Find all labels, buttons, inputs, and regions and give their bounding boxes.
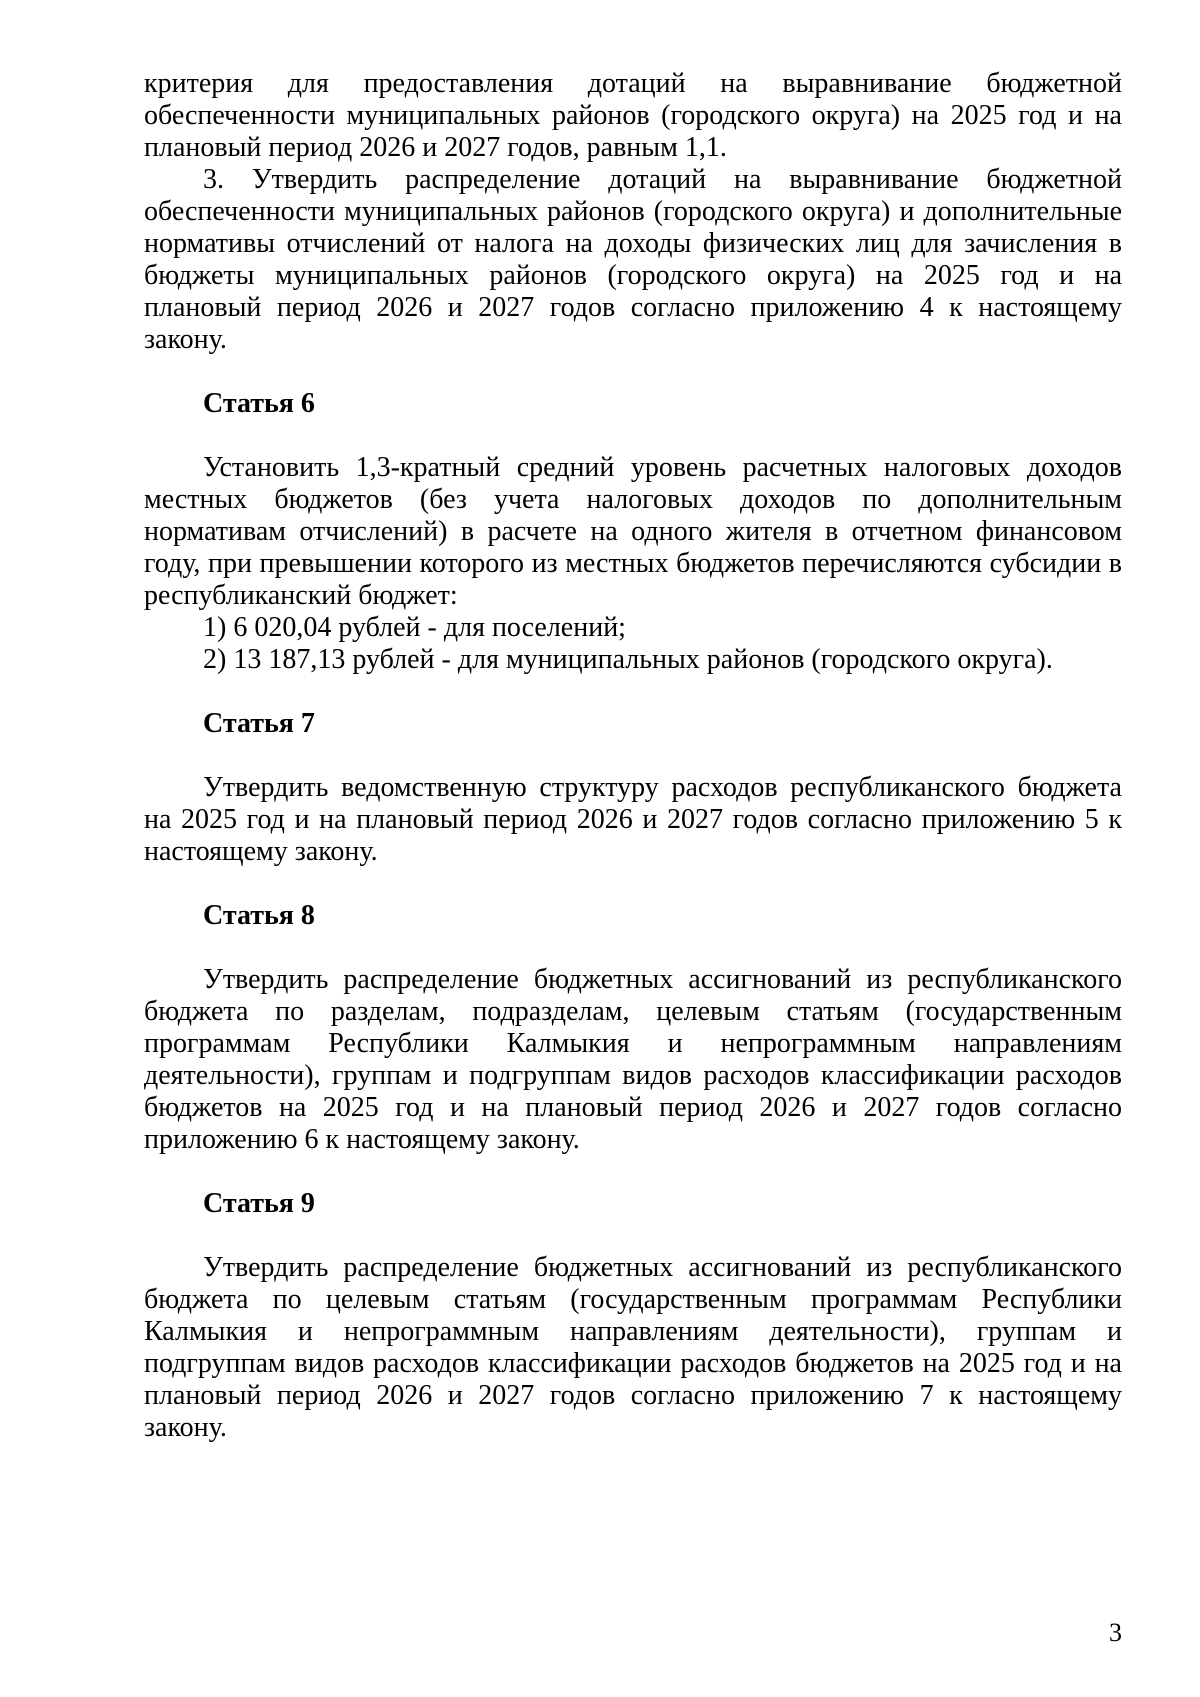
page-number: 3 xyxy=(1109,1618,1122,1647)
article-heading: Статья 7 xyxy=(203,708,315,739)
article-text: Утвердить распределение бюджетных ассигнований из республиканского бюджета по целевым статьям (государственным программам Республики Калмыкия и непрограммным направлениям деятельности), группам и подгруппам видов расходов классификации расходов бюджетов на 2025 год и на плановый период 2026 и 2027 годов согласно приложению 7 к настоящему закону. xyxy=(144,1252,1122,1443)
article-heading: Статья 9 xyxy=(203,1188,315,1219)
paragraph-continuation: критерия для предоставления дотаций на выравнивание бюджетной обеспеченности муниципальных районов (городского округа) на 2025 год и на плановый период 2026 и 2027 годов, равным 1,1. xyxy=(144,68,1122,163)
article-8 xyxy=(144,900,1122,1156)
document-page xyxy=(144,68,1122,1444)
article-6 xyxy=(144,388,1122,676)
list-item: 2) 13 187,13 рублей - для муниципальных районов (городского округа). xyxy=(203,644,1053,675)
article-text: Утвердить ведомственную структуру расходов республиканского бюджета на 2025 год и на плановый период 2026 и 2027 годов согласно приложению 5 к настоящему закону. xyxy=(144,772,1122,867)
article-7 xyxy=(144,708,1122,868)
list-item: 1) 6 020,04 рублей - для поселений; xyxy=(203,612,626,643)
article-text: Установить 1,3-кратный средний уровень расчетных налоговых доходов местных бюджетов (без учета налоговых доходов по дополнительным нормативам отчислений) в расчете на одного жителя в отчетном финансовом году, при превышении которого из местных бюджетов перечисляются субсидии в республиканский бюджет: xyxy=(144,452,1122,611)
article-heading: Статья 8 xyxy=(203,900,315,931)
article-text: Утвердить распределение бюджетных ассигнований из республиканского бюджета по разделам, подразделам, целевым статьям (государственным программам Республики Калмыкия и непрограммным направлениям деятельности), группам и подгруппам видов расходов классификации расходов бюджетов на 2025 год и на плановый период 2026 и 2027 годов согласно приложению 6 к настоящему закону. xyxy=(144,964,1122,1155)
article-heading: Статья 6 xyxy=(203,388,315,419)
paragraph-item-3: 3. Утвердить распределение дотаций на выравнивание бюджетной обеспеченности муниципальных районов (городского округа) и дополнительные нормативы отчислений от налога на доходы физических лиц для зачисления в бюджеты муниципальных районов (городского округа) на 2025 год и на плановый период 2026 и 2027 годов согласно приложению 4 к настоящему закону. xyxy=(144,164,1122,355)
article-9 xyxy=(144,1188,1122,1444)
